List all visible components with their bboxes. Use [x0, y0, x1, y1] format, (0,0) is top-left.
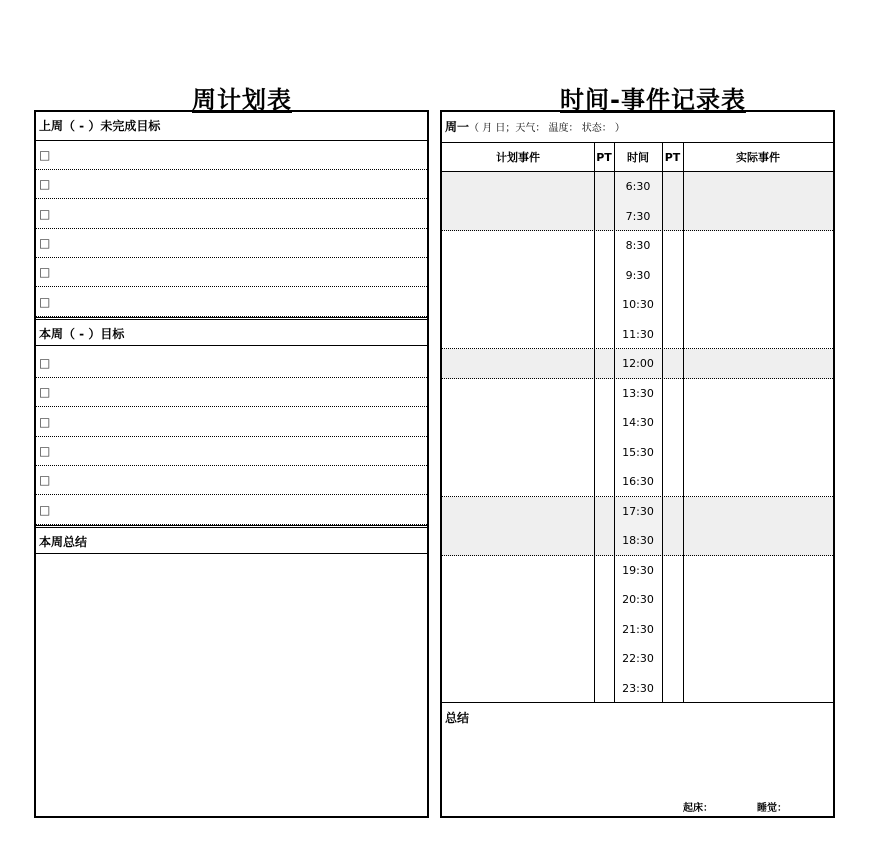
last-week-goal-row[interactable]	[36, 258, 427, 287]
time-row[interactable]	[442, 644, 833, 674]
time-row[interactable]	[442, 526, 833, 556]
time-row[interactable]	[442, 408, 833, 438]
checkbox-icon[interactable]: □	[39, 503, 51, 517]
checkbox-icon[interactable]: □	[39, 385, 51, 399]
checkbox-icon[interactable]: □	[39, 177, 51, 191]
time-cell: 21:30	[614, 615, 662, 645]
weekly-summary-header: 本周总结	[36, 525, 427, 554]
time-row[interactable]	[442, 497, 833, 527]
time-cell: 14:30	[614, 408, 662, 438]
time-event-log-panel	[440, 110, 835, 818]
this-week-goal-row[interactable]	[36, 496, 427, 525]
day-header[interactable]	[442, 112, 833, 143]
time-row[interactable]	[442, 615, 833, 645]
day-details: （ 月 日；天气： 温度： 状态： ）	[469, 123, 625, 134]
time-event-log-title: 时间-事件记录表	[560, 86, 746, 114]
time-row[interactable]	[442, 585, 833, 615]
time-cell: 13:30	[614, 379, 662, 409]
time-row[interactable]	[442, 202, 833, 232]
column-divider	[614, 143, 615, 703]
wake-label: 起床：	[683, 803, 713, 814]
checkbox-icon[interactable]: □	[39, 207, 51, 221]
pt-column-header: PT	[594, 143, 614, 172]
last-week-goal-row[interactable]	[36, 170, 427, 199]
weekly-summary-area[interactable]	[36, 557, 427, 816]
time-cell: 8:30	[614, 231, 662, 261]
time-cell: 7:30	[614, 202, 662, 231]
last-week-goal-row[interactable]	[36, 288, 427, 317]
time-cell: 9:30	[614, 261, 662, 291]
time-row[interactable]	[442, 379, 833, 409]
time-cell: 11:30	[614, 320, 662, 349]
sleep-label: 睡觉：	[757, 803, 787, 814]
time-row[interactable]	[442, 467, 833, 497]
last-week-header: 上周（ - ）未完成目标	[36, 112, 427, 141]
time-row[interactable]	[442, 261, 833, 291]
time-row[interactable]	[442, 674, 833, 704]
this-week-header: 本周（ - ）目标	[36, 317, 427, 346]
this-week-goal-row[interactable]	[36, 437, 427, 466]
this-week-goal-row[interactable]	[36, 408, 427, 437]
column-divider	[594, 143, 595, 703]
checkbox-icon[interactable]: □	[39, 356, 51, 370]
checkbox-icon[interactable]: □	[39, 236, 51, 250]
time-row[interactable]	[442, 438, 833, 468]
time-cell: 23:30	[614, 674, 662, 704]
column-divider	[662, 143, 663, 703]
weekly-plan-panel	[34, 110, 429, 818]
column-divider	[683, 143, 684, 703]
checkbox-icon[interactable]: □	[39, 265, 51, 279]
daily-summary-area[interactable]	[442, 702, 833, 816]
time-row[interactable]	[442, 349, 833, 379]
checkbox-icon[interactable]: □	[39, 295, 51, 309]
checkbox-icon[interactable]: □	[39, 444, 51, 458]
this-week-goal-row[interactable]	[36, 466, 427, 495]
time-cell: 10:30	[614, 290, 662, 320]
time-row[interactable]	[442, 290, 833, 320]
time-cell: 6:30	[614, 172, 662, 202]
last-week-goal-row[interactable]	[36, 200, 427, 229]
checkbox-icon[interactable]: □	[39, 148, 51, 162]
last-week-goal-row[interactable]	[36, 141, 427, 170]
this-week-goal-row[interactable]	[36, 349, 427, 378]
time-row[interactable]	[442, 231, 833, 261]
time-cell: 17:30	[614, 497, 662, 527]
time-cell: 20:30	[614, 585, 662, 615]
weekly-plan-title: 周计划表	[192, 86, 292, 114]
time-cell: 19:30	[614, 556, 662, 586]
time-row[interactable]	[442, 172, 833, 202]
time-cell: 12:00	[614, 349, 662, 378]
time-cell: 15:30	[614, 438, 662, 468]
this-week-goal-row[interactable]	[36, 378, 427, 407]
checkbox-icon[interactable]: □	[39, 415, 51, 429]
time-cell: 18:30	[614, 526, 662, 555]
actual-event-column-header: 实际事件	[683, 143, 833, 172]
checkbox-icon[interactable]: □	[39, 473, 51, 487]
last-week-goal-row[interactable]	[36, 229, 427, 258]
plan-event-column-header: 计划事件	[442, 143, 594, 172]
day-label: 周一	[445, 120, 470, 134]
time-row[interactable]	[442, 556, 833, 586]
time-cell: 16:30	[614, 467, 662, 496]
time-cell: 22:30	[614, 644, 662, 674]
pt-column-header: PT	[662, 143, 683, 172]
time-row[interactable]	[442, 320, 833, 350]
time-column-header: 时间	[614, 143, 662, 172]
daily-summary-label: 总结	[445, 711, 470, 725]
